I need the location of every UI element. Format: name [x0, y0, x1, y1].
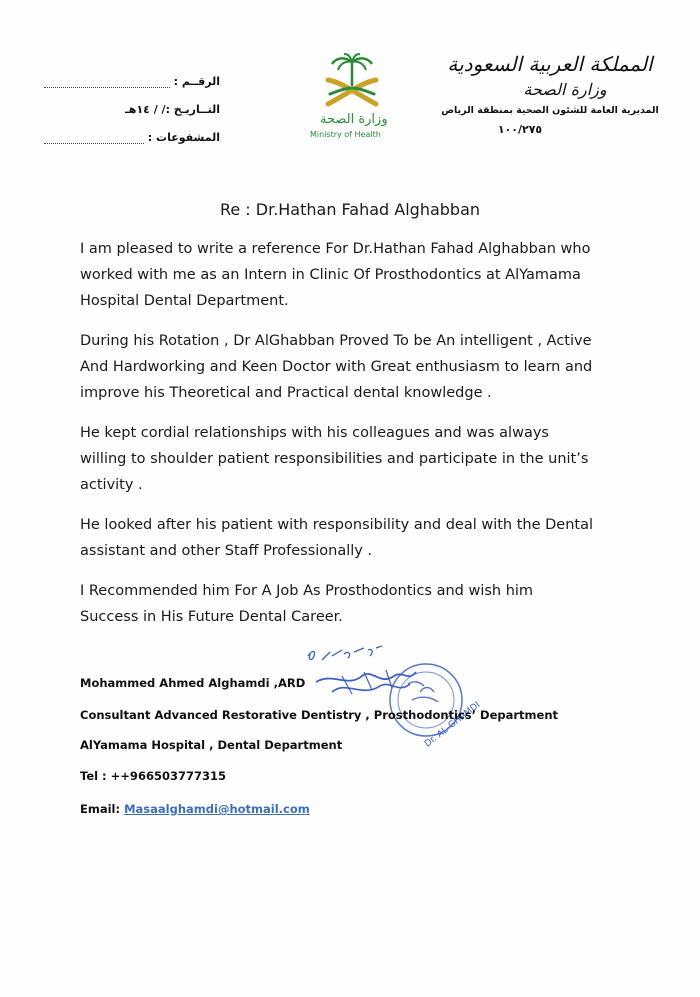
- signatory-title: Consultant Advanced Restorative Dentistry , Prosthodontics’ Department: [80, 708, 558, 722]
- logo-arabic-text: وزارة الصحة: [320, 112, 388, 127]
- logo-english-text: Ministry of Health: [310, 130, 381, 139]
- paragraph-line: improve his Theoretical and Practical dental knowledge .: [80, 385, 492, 401]
- paragraph-line: activity .: [80, 477, 143, 493]
- paragraph-line: Success in His Future Dental Career.: [80, 609, 343, 625]
- paragraph-1: [80, 236, 660, 314]
- paragraph-line: I Recommended him For A Job As Prosthodontics and wish him: [80, 583, 534, 599]
- paragraph-5: [80, 578, 660, 630]
- date-value: / / ١٤هـ: [125, 103, 166, 116]
- attachments-field: [40, 116, 220, 144]
- paragraph-line: Hospital Dental Department.: [80, 293, 289, 309]
- attachments-line: [44, 132, 144, 144]
- kingdom-title: المملكة العربية السعودية: [447, 52, 653, 76]
- paragraph-line: And Hardworking and Keen Doctor with Great enthusiasm to learn and: [80, 359, 593, 375]
- date-field: [40, 88, 220, 116]
- number-line: [44, 76, 170, 88]
- signatory-name: Mohammed Ahmed Alghamdi ,ARD: [80, 676, 306, 690]
- ministry-logo: [298, 52, 406, 144]
- paragraph-line: During his Rotation , Dr AlGhabban Proved To be An intelligent , Active: [80, 333, 592, 349]
- number-label: الرقــم :: [173, 75, 220, 88]
- palm-swords-emblem-icon: [298, 52, 406, 114]
- paragraph-3: [80, 420, 660, 498]
- signature-stamp-icon: [302, 642, 483, 752]
- paragraph-line: assistant and other Staff Professionally .: [80, 543, 373, 559]
- attachments-label: المشفوعات :: [147, 131, 220, 144]
- paragraph-2: [80, 328, 660, 406]
- signatory-hospital: AlYamama Hospital , Dental Department: [80, 738, 343, 752]
- reference-number: ١٠٠/٢٧٥: [497, 123, 543, 136]
- signatory-email-row: [80, 802, 310, 816]
- date-label: التــاريـخ :: [165, 103, 220, 116]
- stamp-text: Dr. AL-GHAMDI: [423, 700, 483, 750]
- paragraph-line: worked with me as an Intern in Clinic Of Prosthodontics at AlYamama: [80, 267, 581, 283]
- paragraph-4: [80, 512, 660, 564]
- paragraph-line: willing to shoulder patient responsibilities and participate in the unit’s: [80, 451, 589, 467]
- header-fields: [40, 60, 220, 144]
- ministry-title: وزارة الصحة: [523, 80, 607, 99]
- paragraph-line: I am pleased to write a reference For Dr.Hathan Fahad Alghabban who: [80, 241, 591, 257]
- paragraph-line: He kept cordial relationships with his colleagues and was always: [80, 425, 549, 441]
- letter-subject: Re : Dr.Hathan Fahad Alghabban: [219, 200, 481, 219]
- email-link[interactable]: Masaalghamdi@hotmail.com: [124, 802, 310, 816]
- paragraph-line: He looked after his patient with responsibility and deal with the Dental: [80, 517, 594, 533]
- number-field: [40, 60, 220, 88]
- directorate-title: المديرية العامة للشئون الصحية بمنطقة الرياض: [441, 105, 659, 116]
- arabic-letterhead: [430, 50, 670, 140]
- email-label: Email:: [80, 802, 125, 816]
- signatory-phone: Tel : ++966503777315: [80, 769, 226, 783]
